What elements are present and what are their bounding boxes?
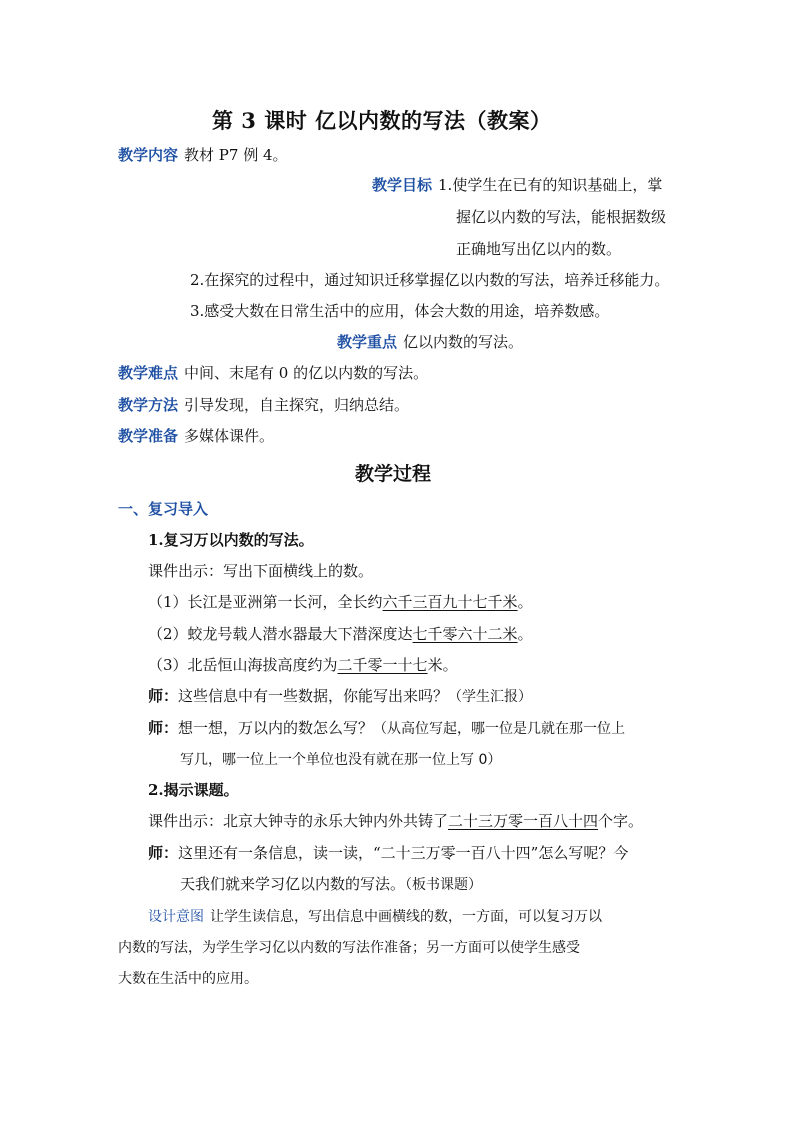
subsection-1: 1.复习万以内数的写法。 [148,531,314,549]
dialogue-text: 想一想，万以内的数怎么写？ [178,719,374,737]
dialogue-text: 这些信息中有一些数据，你能写出来吗？ [178,687,449,705]
item-2-text: （2）蛟龙号载人潜水器最大下潜深度达 [148,625,413,643]
item-1-underlined: 六千三百九十七千米 [382,593,518,611]
teacher-line-2 [148,718,625,739]
item-2-end: 。 [517,625,533,643]
goal-2: 2.在探究的过程中，通过知识迁移掌握亿以内数的写法，培养迁移能力。 [190,271,670,289]
item-2 [148,624,533,644]
item-3 [148,655,458,675]
item-3-end: 米。 [427,656,458,674]
courseware-2-text: 课件出示：北京大钟寺的永乐大钟内外共铸了 [148,812,449,830]
goal-1-line-2: 握亿以内数的写法，能根据数级 [456,208,667,226]
item-1-text: （1）长江是亚洲第一长河，全长约 [148,593,383,611]
speaker: 师： [148,687,179,705]
content-row [118,145,288,165]
teacher-line-3-cont [180,874,482,895]
method-label: 教学方法 [118,396,179,414]
teacher-line-3 [148,843,628,863]
item-3-underlined: 二千零一十七 [337,656,428,674]
item-2-underlined: 七千零六十二米 [412,625,518,643]
dialogue-text: 天我们就来学习亿以内数的写法。 [180,875,406,893]
design-intent-line-3: 大数在生活中的应用。 [118,971,258,987]
item-1-end: 。 [517,593,533,611]
section-1-heading: 一、复习导入 [118,500,209,518]
courseware-2 [148,811,643,831]
dialogue-text: 这里还有一条信息，读一读，“二十三万零一百八十四”怎么写呢？今 [178,844,629,862]
design-intent-label: 设计意图 [148,909,204,925]
dialogue-note: （板书课题） [405,877,483,893]
key-label: 教学重点 [337,333,398,351]
design-intent-line-1 [148,906,602,926]
item-3-text: （3）北岳恒山海拔高度约为 [148,656,338,674]
key-text: 亿以内数的写法。 [403,333,524,351]
difficulty-row [118,363,428,383]
prep-label: 教学准备 [118,427,179,445]
design-intent-text: 让学生读信息，写出信息中画横线的数，一方面，可以复习万以 [210,909,602,925]
method-row [118,395,409,415]
content-label: 教学内容 [118,146,179,164]
goal-3: 3.感受大数在日常生活中的应用，体会大数的用途，培养数感。 [190,302,610,320]
speaker: 师： [148,844,179,862]
difficulty-label: 教学难点 [118,364,179,382]
courseware-2-end: 个字。 [598,812,644,830]
teacher-line-1 [148,686,532,707]
goal-1-line-3: 正确地写出亿以内的数。 [456,240,622,258]
goals-label: 教学目标 [372,176,433,194]
lesson-title: 第 3 课时 亿以内数的写法（教案） [212,108,552,133]
goal-1-line-1: 1.使学生在已有的知识基础上，掌 [438,176,663,194]
goals-row [372,175,662,195]
courseware-2-underlined: 二十三万零一百八十四 [448,812,599,830]
prep-text: 多媒体课件。 [184,427,275,445]
subsection-2: 2.揭示课题。 [148,781,239,799]
courseware-1: 课件出示：写出下面横线上的数。 [148,562,374,580]
teacher-line-2-cont: 写几，哪一位上一个单位也没有就在那一位上写 0） [180,752,502,768]
prep-row [118,426,274,446]
dialogue-note: （从高位写起，哪一位是几就在那一位上 [373,721,626,737]
design-intent-line-2: 内数的写法，为学生学习亿以内数的写法作准备；另一方面可以使学生感受 [118,940,580,956]
key-row [337,332,523,352]
method-text: 引导发现，自主探究，归纳总结。 [184,396,410,414]
speaker: 师： [148,719,179,737]
difficulty-text: 中间、末尾有 0 的亿以内数的写法。 [184,364,429,382]
content-text: 教材 P7 例 4。 [184,146,288,164]
process-title: 教学过程 [355,463,432,485]
item-1 [148,592,533,612]
dialogue-note: （学生汇报） [448,689,533,705]
